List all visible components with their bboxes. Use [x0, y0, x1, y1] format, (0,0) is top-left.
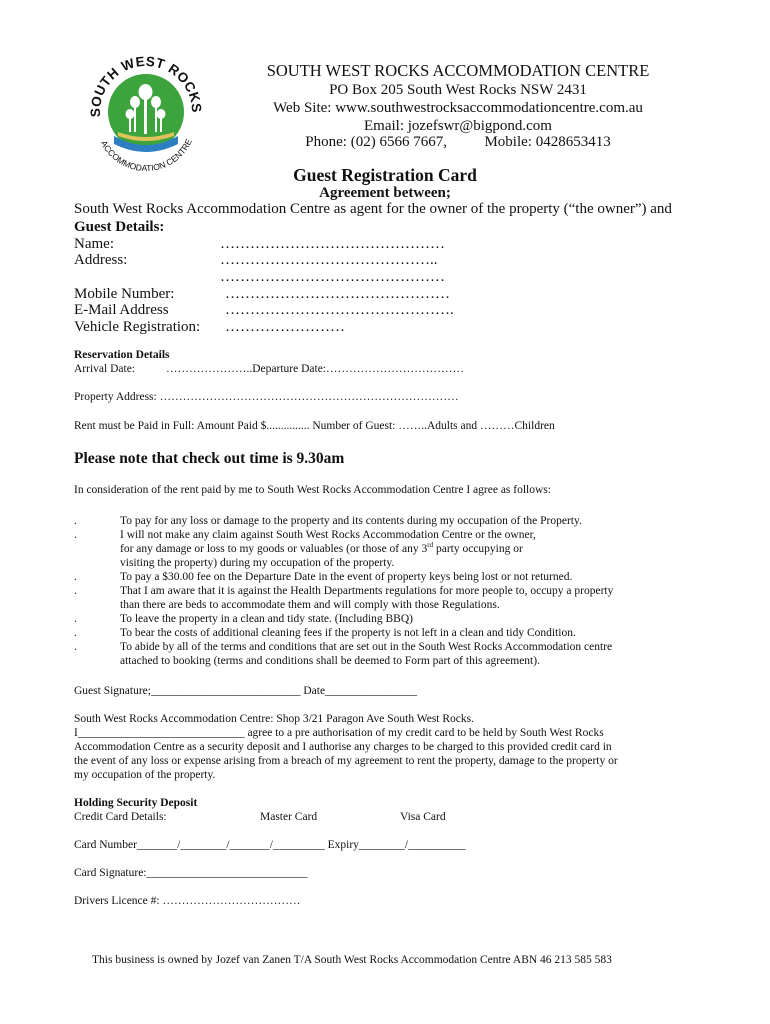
- arrival-departure-field[interactable]: …………………..Departure Date:………………………………: [166, 363, 465, 375]
- website: Web Site: www.southwestrocksaccommodationcentre.com.au: [273, 100, 643, 116]
- email-field[interactable]: ……………………………………….: [225, 302, 454, 318]
- mobile-label: Mobile Number:: [74, 286, 175, 302]
- address-field-1[interactable]: ……………………………………..: [220, 252, 438, 268]
- term-bullet: .: [74, 515, 77, 527]
- holding-heading: Holding Security Deposit: [74, 797, 198, 809]
- term-bullet: .: [74, 529, 77, 541]
- term-bullet: .: [74, 571, 77, 583]
- card-signature-field[interactable]: Card Signature:____________________________: [74, 867, 308, 879]
- email-label: E-Mail Address: [74, 302, 169, 318]
- deposit-line-1: South West Rocks Accommodation Centre: Shop 3/21 Paragon Ave South West Rocks.: [74, 713, 474, 725]
- term-7-line-2: attached to booking (terms and conditions shall be deemed to Form part of this agreement).: [120, 655, 540, 667]
- term-bullet: .: [74, 627, 77, 639]
- term-6: To bear the costs of additional cleaning fees if the property is not left in a clean and tidy Condition.: [120, 627, 576, 639]
- logo-arc-top-text: SOUTH WEST ROCKS: [87, 53, 205, 118]
- agreement-between: Agreement between;: [319, 185, 451, 201]
- credit-card-label: Credit Card Details:: [74, 811, 167, 823]
- deposit-line-2[interactable]: I_____________________________ agree to a pre authorisation of my credit card to be held by South West Rocks: [74, 727, 604, 739]
- phone-line: [210, 133, 706, 151]
- guest-details-heading: Guest Details:: [74, 219, 165, 235]
- org-name: SOUTH WEST ROCKS ACCOMMODATION CENTRE: [266, 61, 650, 80]
- address-label: Address:: [74, 252, 128, 268]
- master-card-option[interactable]: Master Card: [260, 811, 318, 823]
- term-bullet: .: [74, 613, 77, 625]
- term-2-sup: rd: [427, 541, 434, 549]
- term-bullet: .: [74, 641, 77, 653]
- term-2-text-b: party occupying or: [433, 543, 523, 555]
- arrival-label: Arrival Date:: [74, 363, 135, 375]
- po-box: PO Box 205 South West Rocks NSW 2431: [329, 82, 587, 98]
- deposit-line-5: my occupation of the property.: [74, 769, 216, 781]
- consideration-text: In consideration of the rent paid by me to South West Rocks Accommodation Centre I agree as follows:: [74, 484, 551, 496]
- vehicle-field[interactable]: ……………………: [225, 319, 345, 335]
- term-4-line-1: That I am aware that it is against the Health Departments regulations for more people to, occupy a property: [120, 585, 614, 597]
- term-1: To pay for any loss or damage to the property and its contents during my occupation of the Property.: [120, 515, 582, 527]
- term-3: To pay a $30.00 fee on the Departure Date in the event of property keys being lost or not returned.: [120, 571, 573, 583]
- term-2-line-2: [120, 542, 523, 556]
- term-bullet: .: [74, 585, 77, 597]
- phone: Phone: (02) 6566 7667,: [305, 134, 447, 150]
- rent-line[interactable]: Rent must be Paid in Full: Amount Paid $............... Number of Guest: ……..Adults and ………Children: [74, 420, 555, 432]
- guest-signature-field[interactable]: Guest Signature;__________________________ Date________________: [74, 685, 418, 697]
- vehicle-label: Vehicle Registration:: [74, 319, 201, 335]
- name-label: Name:: [74, 236, 114, 252]
- checkout-note: Please note that check out time is 9.30am: [74, 450, 345, 467]
- card-number-field[interactable]: Card Number_______/________/_______/_________ Expiry________/__________: [74, 839, 466, 851]
- visa-card-option[interactable]: Visa Card: [400, 811, 446, 823]
- drivers-licence-field[interactable]: Drivers Licence #: ………………………………: [74, 895, 301, 907]
- email: Email: jozefswr@bigpond.com: [364, 118, 552, 134]
- deposit-line-4: the event of any loss or expense arising from a breach of my agreement to rent the property, damage to the property or: [74, 755, 618, 767]
- company-logo: [78, 44, 212, 178]
- term-2-text-a: for any damage or loss to my goods or valuables (or those of any 3: [120, 543, 428, 555]
- term-2-line-1: I will not make any claim against South West Rocks Accommodation Centre or the owner,: [120, 529, 536, 541]
- term-7-line-1: To abide by all of the terms and conditions that are set out in the South West Rocks Accommodation centre: [120, 641, 613, 653]
- reservation-heading: Reservation Details: [74, 349, 170, 361]
- term-4-line-2: than there are beds to accommodate them and will comply with those Regulations.: [120, 599, 500, 611]
- term-2-line-3: visiting the property) during my occupation of the property.: [120, 557, 395, 569]
- mobile-field[interactable]: ………………………………………: [225, 286, 450, 302]
- deposit-line-3: Accommodation Centre as a security deposit and I authorise any charges to be charged to this provided credit card in: [74, 741, 612, 753]
- footer-text: This business is owned by Jozef van Zanen T/A South West Rocks Accommodation Centre ABN 46 213 585 583: [92, 954, 612, 966]
- name-field[interactable]: ………………………………………: [220, 236, 445, 252]
- property-address-field[interactable]: Property Address: ……………………………………………………………………: [74, 391, 459, 403]
- agreement-text: South West Rocks Accommodation Centre as agent for the owner of the property (“the owner”) and: [74, 201, 672, 217]
- address-field-2[interactable]: ………………………………………: [220, 269, 445, 285]
- logo-arc-bottom-text: ACCOMMODATION CENTRE: [99, 137, 194, 174]
- mobile: Mobile: 0428653413: [484, 134, 611, 150]
- term-5: To leave the property in a clean and tidy state. (Including BBQ): [120, 613, 413, 625]
- form-title: Guest Registration Card: [293, 165, 477, 185]
